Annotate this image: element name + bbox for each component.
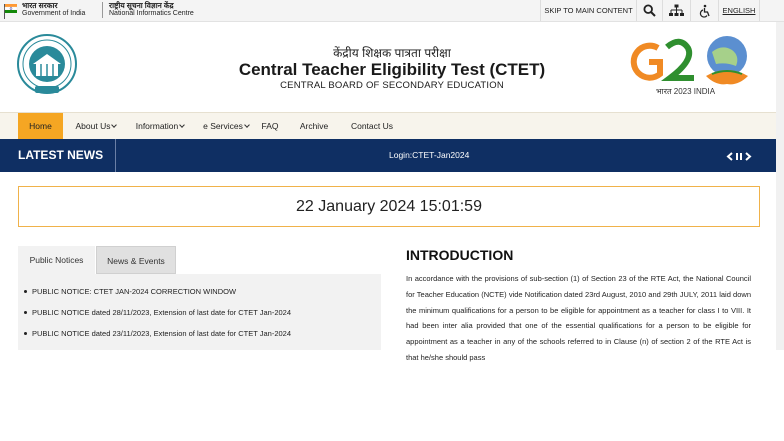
india-flag-icon — [3, 3, 18, 19]
g20-caption: भारत 2023 INDIA — [656, 87, 716, 96]
nav-information[interactable] — [128, 113, 192, 140]
notice-text: PUBLIC NOTICE: CTET JAN-2024 CORRECTION WINDOW — [32, 287, 237, 296]
gov-strip — [0, 0, 784, 22]
news-ticker-item[interactable]: Login:CTET-Jan2024 — [389, 150, 470, 160]
chevron-down-icon — [244, 122, 250, 128]
nav-about-us-label: About Us — [75, 121, 111, 131]
skip-to-main-content-link[interactable]: SKIP TO MAIN CONTENT — [540, 0, 636, 21]
gov-india-hindi: भारत सरकार — [22, 1, 58, 10]
nav-e-services[interactable] — [197, 113, 255, 140]
news-controls — [726, 151, 752, 161]
nav-faq[interactable] — [258, 113, 282, 140]
search-button[interactable] — [636, 0, 662, 21]
chevron-down-icon — [112, 122, 118, 128]
introduction-heading: INTRODUCTION — [406, 247, 514, 263]
nav-home-label: Home — [29, 121, 52, 131]
nav-about-us[interactable] — [68, 113, 124, 140]
nav-archive-label: Archive — [299, 121, 329, 131]
bullet-icon — [24, 311, 27, 314]
nav-information-label: Information — [135, 121, 179, 131]
bullet-icon — [24, 290, 27, 293]
nav-archive[interactable] — [296, 113, 332, 140]
nav-faq-label: FAQ — [261, 121, 279, 131]
sitemap-button[interactable] — [662, 0, 690, 21]
previous-icon[interactable] — [726, 152, 733, 161]
page-title: Central Teacher Eligibility Test (CTET) — [238, 60, 546, 79]
nav-e-services-label: e Services — [203, 121, 243, 131]
tab-public-notices[interactable]: Public Notices — [18, 246, 95, 274]
nic-link[interactable] — [102, 2, 194, 18]
next-icon[interactable] — [745, 152, 752, 161]
notice-item[interactable] — [24, 287, 236, 296]
site-header — [0, 22, 784, 112]
gov-india-english: Government of India — [22, 10, 86, 17]
search-icon — [643, 4, 656, 17]
introduction-text: In accordance with the provisions of sub-section (1) of Section 23 of the RTE Act, the National Council for Teacher Education (NCTE) vide Notification dated 23rd August, 2010 and 29th JULY, 2011 laid down the minimum qualifications for a person to be eligible for appointment as a teacher for class I to VIII. It had been inter alia provided that one of the essential qualifications for a person to be eligible for appointment as a teacher in any of the schools referred to in Clause (n) of section 2 of the RTE Act is that he/she should pass — [406, 274, 751, 362]
nic-english: National Informatics Centre — [109, 10, 194, 17]
accessibility-icon — [698, 4, 712, 18]
bullet-icon — [24, 332, 27, 335]
current-datetime: 22 January 2024 15:01:59 — [18, 186, 760, 227]
tab-news-events[interactable]: News & Events — [96, 246, 176, 274]
hindi-title: केंद्रीय शिक्षक पात्रता परीक्षा — [333, 46, 451, 60]
latest-news-label: LATEST NEWS — [0, 139, 116, 172]
board-subtitle: CENTRAL BOARD OF SECONDARY EDUCATION — [280, 80, 504, 91]
nav-home[interactable] — [18, 113, 63, 140]
notice-text: PUBLIC NOTICE dated 23/11/2023, Extension of last date for CTET Jan-2024 — [32, 329, 292, 338]
chevron-down-icon — [179, 122, 185, 128]
notice-item[interactable] — [24, 308, 291, 317]
gov-of-india-link[interactable] — [22, 2, 85, 18]
sitemap-icon — [669, 4, 684, 17]
accessibility-button[interactable] — [690, 0, 718, 21]
notice-text: PUBLIC NOTICE dated 28/11/2023, Extension of last date for CTET Jan-2024 — [32, 308, 292, 317]
nic-hindi: राष्ट्रीय सूचना विज्ञान केंद्र — [109, 1, 174, 10]
pause-icon[interactable] — [735, 152, 743, 161]
language-switch[interactable]: ENGLISH — [718, 0, 760, 21]
nav-contact-us-label: Contact Us — [350, 121, 394, 131]
notice-item[interactable] — [24, 329, 291, 338]
nav-contact-us[interactable] — [347, 113, 397, 140]
main-nav — [0, 112, 784, 139]
page-scrollbar[interactable] — [776, 22, 784, 350]
latest-news-bar — [0, 139, 784, 172]
